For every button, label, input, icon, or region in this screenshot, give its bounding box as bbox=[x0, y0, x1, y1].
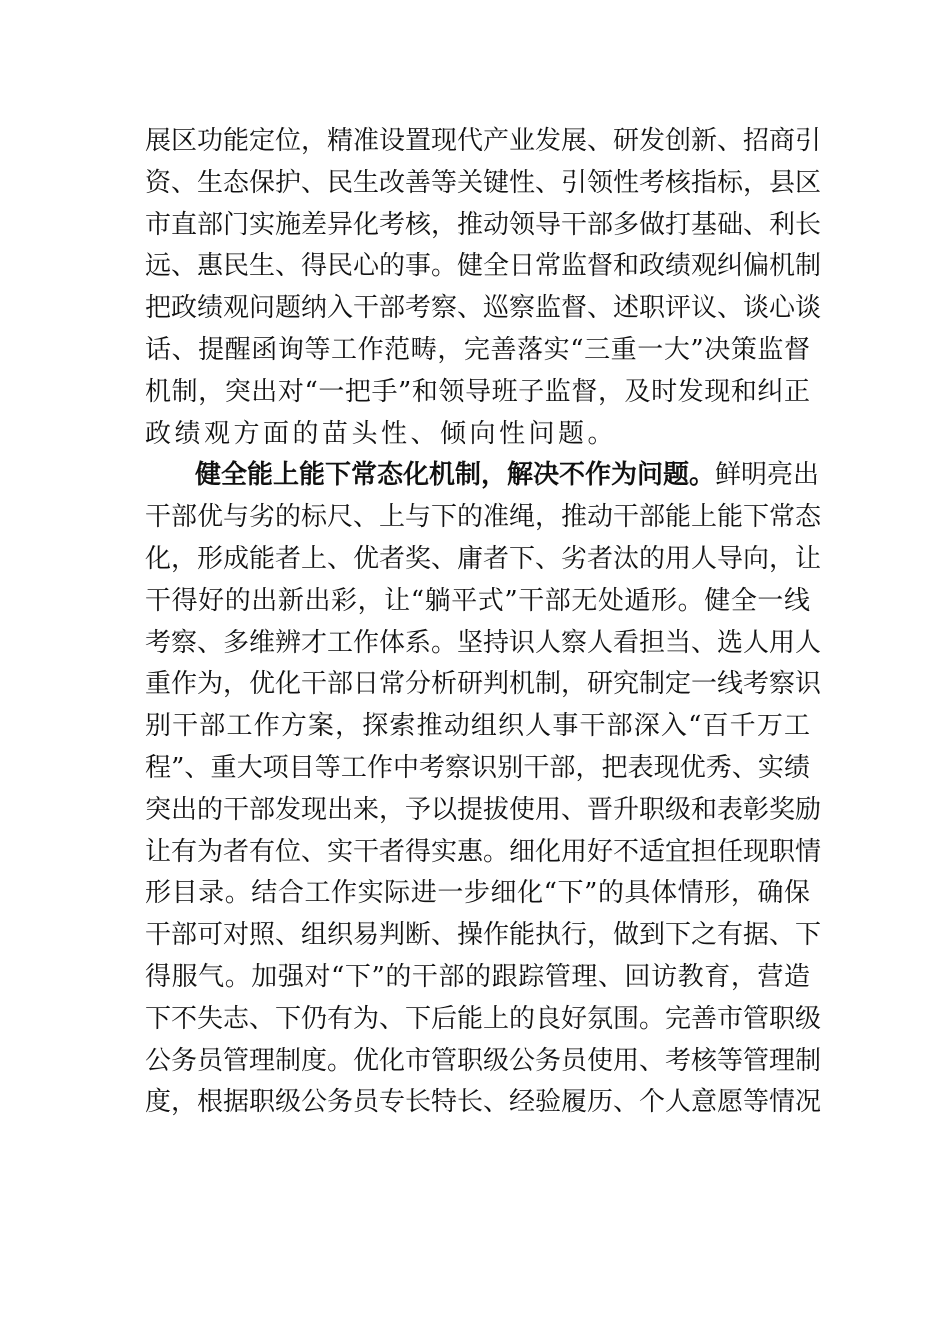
text-line: 干部优与劣的标尺、上与下的准绳，推动干部能上能下常态 bbox=[145, 502, 822, 533]
section-heading: 健全能上能下常态化机制，解决不作为问题。 bbox=[195, 460, 716, 491]
text-line: 资、生态保护、民生改善等关键性、引领性考核指标，县区 bbox=[145, 167, 822, 198]
text-line: 下不失志、下仍有为、下后能上的良好氛围。完善市管职级 bbox=[145, 1003, 822, 1034]
first-line-rest: 鲜明亮出 bbox=[715, 460, 820, 491]
text-line: 突出的干部发现出来，予以提拔使用、晋升职级和表彰奖励 bbox=[145, 794, 822, 825]
text-line: 话、提醒函询等工作范畴，完善落实“三重一大”决策监督 bbox=[145, 334, 810, 365]
text-line: 把政绩观问题纳入干部考察、巡察监督、述职评议、谈心谈 bbox=[145, 293, 822, 324]
text-line: 远、惠民生、得民心的事。健全日常监督和政绩观纠偏机制 bbox=[145, 251, 822, 282]
text-line: 程”、重大项目等工作中考察识别干部，把表现优秀、实绩 bbox=[145, 752, 810, 783]
text-line: 度，根据职级公务员专长特长、经验履历、个人意愿等情况 bbox=[145, 1087, 822, 1118]
text-line: 市直部门实施差异化考核，推动领导干部多做打基础、利长 bbox=[145, 209, 822, 240]
text-line: 让有为者有位、实干者得实惠。细化用好不适宜担任现职情 bbox=[145, 836, 822, 867]
text-line: 重作为，优化干部日常分析研判机制，研究制定一线考察识 bbox=[145, 669, 822, 700]
text-line: 化，形成能者上、优者奖、庸者下、劣者汰的用人导向，让 bbox=[145, 543, 822, 574]
paragraph-2 bbox=[145, 455, 822, 1124]
document-page bbox=[145, 121, 822, 1124]
text-line-last: 政绩观方面的苗头性、倾向性问题。 bbox=[145, 418, 618, 449]
text-line: 形目录。结合工作实际进一步细化“下”的具体情形，确保 bbox=[145, 878, 810, 909]
text-line: 考察、多维辨才工作体系。坚持识人察人看担当、选人用人 bbox=[145, 627, 822, 658]
text-line: 展区功能定位，精准设置现代产业发展、研发创新、招商引 bbox=[145, 126, 822, 156]
text-line: 干部可对照、组织易判断、操作能执行，做到下之有据、下 bbox=[145, 920, 822, 951]
text-line: 干得好的出新出彩，让“躺平式”干部无处遁形。健全一线 bbox=[145, 585, 810, 616]
text-line: 机制，突出对“一把手”和领导班子监督，及时发现和纠正 bbox=[145, 376, 810, 407]
paragraph-1 bbox=[145, 121, 822, 455]
text-line: 得服气。加强对“下”的干部的跟踪管理、回访教育，营造 bbox=[145, 961, 810, 992]
paragraph-first-line bbox=[145, 455, 820, 497]
text-line: 公务员管理制度。优化市管职级公务员使用、考核等管理制 bbox=[145, 1045, 822, 1076]
text-line: 别干部工作方案，探索推动组织人事干部深入“百千万工 bbox=[145, 711, 810, 742]
